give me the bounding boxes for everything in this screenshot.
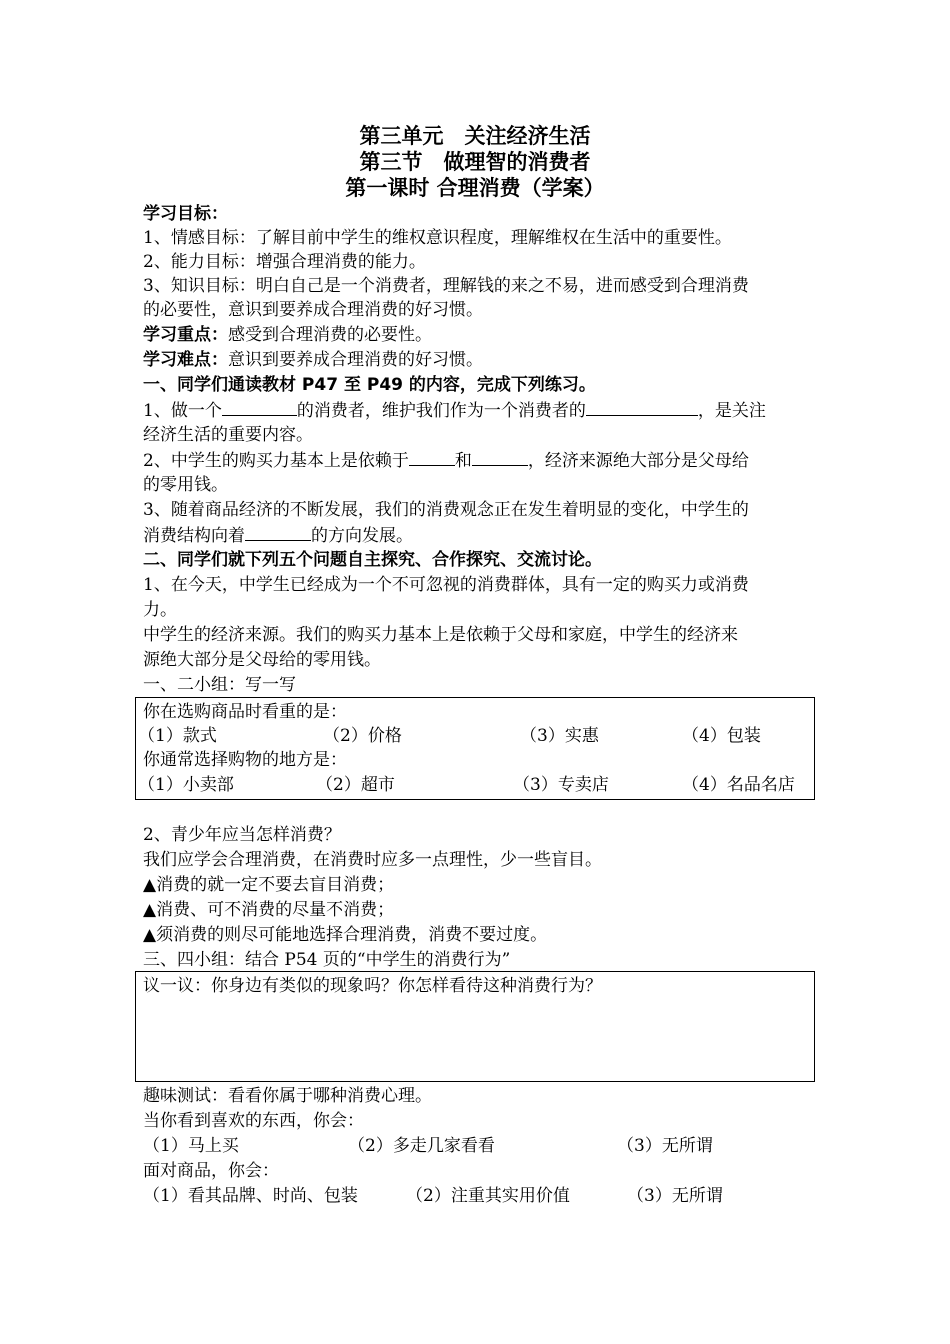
exercise-3: 3、随着商品经济的不断发展，我们的消费观念正在发生着明显的变化，中学生的 xyxy=(143,500,749,520)
bullet-item: ▲消费的就一定不要去盲目消费； xyxy=(143,875,395,895)
section2-heading: 二、同学们就下列五个问题自主探究、合作探究、交流讨论。 xyxy=(143,550,602,570)
focus-text: 感受到合理消费的必要性。 xyxy=(228,325,432,345)
exercise-text: 1、做一个 xyxy=(143,401,222,421)
paragraph: 力。 xyxy=(143,600,177,620)
exercise-text: ，是关注 xyxy=(697,401,766,421)
group-label: 三、四小组：结合 P54 页的“中学生的消费行为” xyxy=(143,950,511,970)
section1-heading: 一、同学们通读教材 P47 至 P49 的内容，完成下列练习。 xyxy=(143,375,596,395)
lesson-title: 第一课时 合理消费（学案） xyxy=(345,176,605,200)
group-label: 一、二小组：写一写 xyxy=(143,675,296,695)
fill-blank[interactable] xyxy=(222,398,297,416)
objectives-heading: 学习目标： xyxy=(143,204,228,224)
exercise-2 xyxy=(143,448,749,473)
survey-option[interactable]: （2）超市 xyxy=(316,775,395,795)
bullet-item: ▲消费、可不消费的尽量不消费； xyxy=(143,900,395,920)
section-title: 第三节 做理智的消费者 xyxy=(359,150,591,174)
focus-line xyxy=(143,323,432,347)
paragraph: 1、在今天，中学生已经成为一个不可忽视的消费群体，具有一定的购买力或消费 xyxy=(143,575,749,595)
quiz-option[interactable]: （1）马上买 xyxy=(143,1136,239,1156)
quiz-question: 面对商品，你会： xyxy=(143,1161,279,1181)
survey-option[interactable]: （1）小卖部 xyxy=(138,775,234,795)
discussion-prompt: 议一议：你身边有类似的现象吗？你怎样看待这种消费行为？ xyxy=(143,976,602,996)
objective-item: 3、知识目标：明白自己是一个消费者，理解钱的来之不易，进而感受到合理消费 xyxy=(143,276,749,296)
survey-option[interactable]: （2）价格 xyxy=(323,726,402,746)
exercise-3-cont xyxy=(143,523,413,548)
quiz-option[interactable]: （3）无所谓 xyxy=(627,1186,723,1206)
fill-blank[interactable] xyxy=(586,398,698,416)
quiz-title: 趣味测试：看看你属于哪种消费心理。 xyxy=(143,1086,432,1106)
survey-question: 你在选购商品时看重的是： xyxy=(143,702,347,722)
survey-option[interactable]: （4）包装 xyxy=(682,726,761,746)
paragraph: 我们应学会合理消费，在消费时应多一点理性，少一些盲目。 xyxy=(143,850,602,870)
quiz-option[interactable]: （2）多走几家看看 xyxy=(348,1136,495,1156)
exercise-text: 的消费者，维护我们作为一个消费者的 xyxy=(296,401,586,421)
quiz-question: 当你看到喜欢的东西，你会： xyxy=(143,1111,364,1131)
difficulty-line xyxy=(143,348,483,372)
quiz-option[interactable]: （1）看其品牌、时尚、包装 xyxy=(143,1186,358,1206)
exercise-1-cont: 经济生活的重要内容。 xyxy=(143,425,313,445)
fill-blank[interactable] xyxy=(245,523,311,541)
exercise-text: ，经济来源绝大部分是父母给 xyxy=(527,451,749,471)
discussion-box[interactable] xyxy=(135,971,815,1082)
survey-question: 你通常选择购物的地方是： xyxy=(143,750,347,770)
fill-blank[interactable] xyxy=(409,448,455,466)
exercise-2-cont: 的零用钱。 xyxy=(143,475,228,495)
survey-option[interactable]: （1）款式 xyxy=(138,726,217,746)
exercise-text: 的方向发展。 xyxy=(311,526,413,546)
survey-option[interactable]: （4）名品名店 xyxy=(682,775,795,795)
objective-item: 的必要性，意识到要养成合理消费的好习惯。 xyxy=(143,300,483,320)
exercise-1 xyxy=(143,398,766,423)
paragraph: 中学生的经济来源。我们的购买力基本上是依赖于父母和家庭，中学生的经济来 xyxy=(143,625,738,645)
bullet-item: ▲须消费的则尽可能地选择合理消费，消费不要过度。 xyxy=(143,925,548,945)
survey-option[interactable]: （3）专卖店 xyxy=(513,775,609,795)
question-title: 2、青少年应当怎样消费？ xyxy=(143,825,341,845)
exercise-text: 消费结构向着 xyxy=(143,526,245,546)
exercise-text: 2、中学生的购买力基本上是依赖于 xyxy=(143,451,409,471)
survey-box xyxy=(135,697,815,800)
focus-label: 学习重点： xyxy=(143,325,228,345)
difficulty-label: 学习难点： xyxy=(143,350,228,370)
difficulty-text: 意识到要养成合理消费的好习惯。 xyxy=(228,350,483,370)
fill-blank[interactable] xyxy=(472,448,528,466)
objective-item: 1、情感目标：了解目前中学生的维权意识程度，理解维权在生活中的重要性。 xyxy=(143,228,732,248)
exercise-text: 和 xyxy=(454,451,472,471)
quiz-option[interactable]: （2）注重其实用价值 xyxy=(406,1186,570,1206)
survey-option[interactable]: （3）实惠 xyxy=(520,726,599,746)
paragraph: 源绝大部分是父母给的零用钱。 xyxy=(143,650,381,670)
objective-item: 2、能力目标：增强合理消费的能力。 xyxy=(143,252,426,272)
unit-title: 第三单元 关注经济生活 xyxy=(359,124,591,148)
quiz-option[interactable]: （3）无所谓 xyxy=(617,1136,713,1156)
